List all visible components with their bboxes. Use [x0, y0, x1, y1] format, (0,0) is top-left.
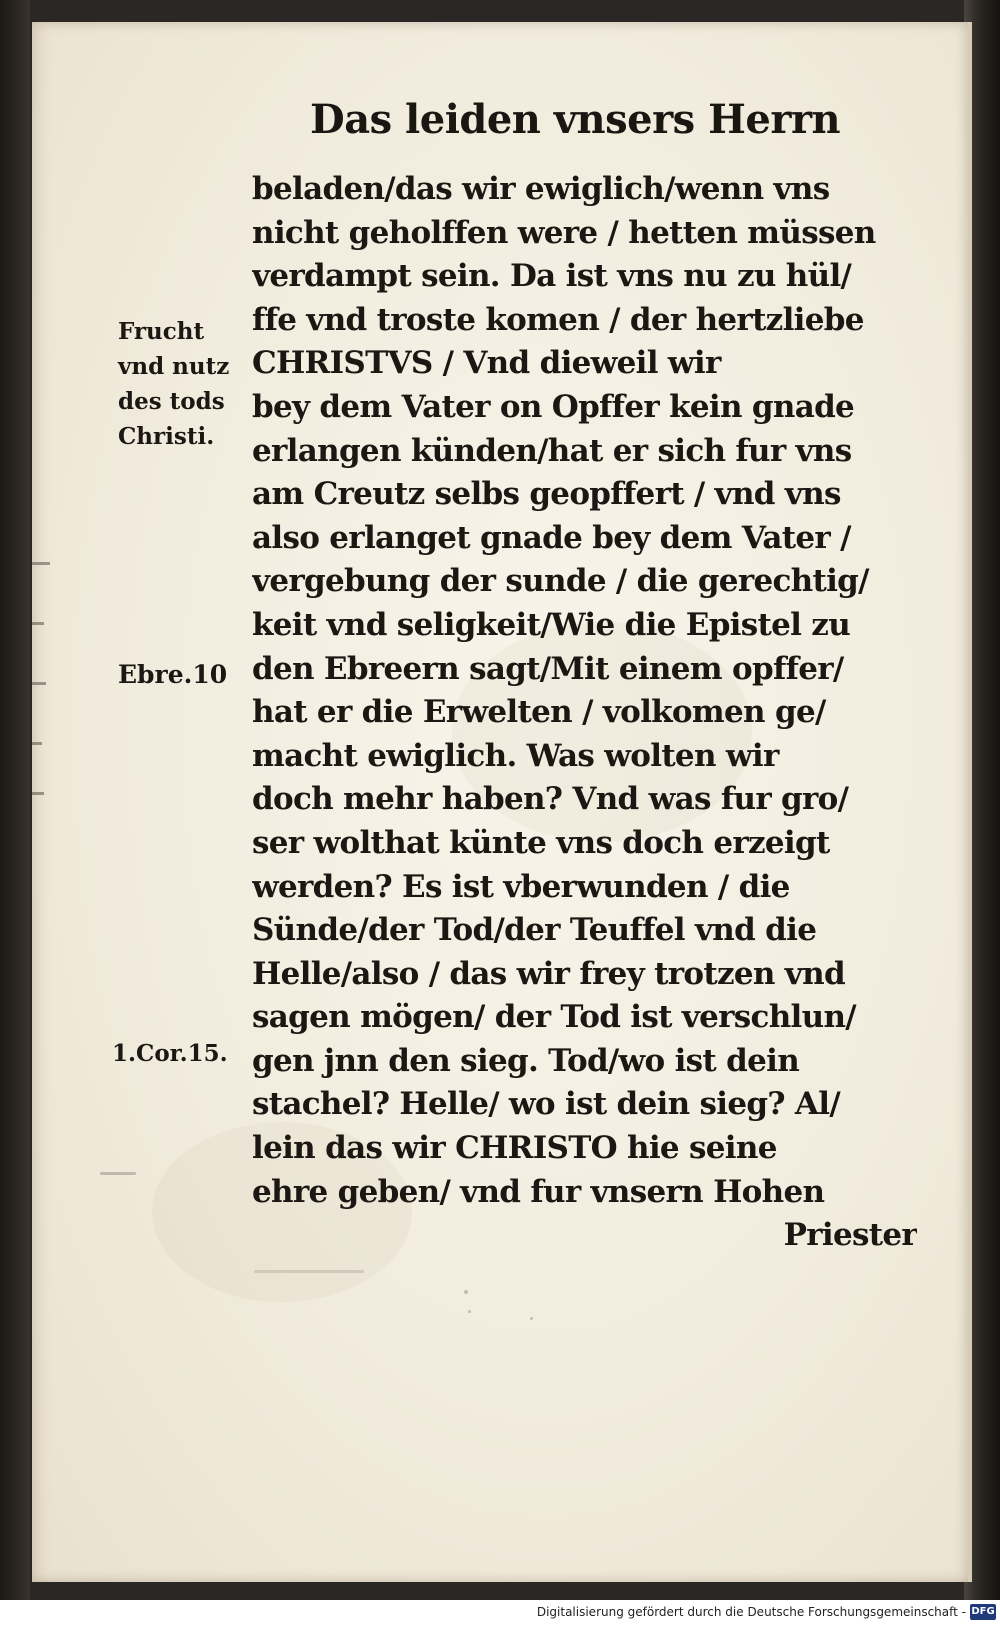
text-line: Sünde/der Tod/der Teuffel vnd die — [252, 912, 817, 949]
text-line: am Creutz selbs geopffert / vnd vns — [252, 476, 841, 513]
text-line: nicht geholffen were / hetten müssen — [252, 214, 876, 251]
margin-note-ebre: Ebre.10 — [118, 660, 228, 689]
ink-smudge — [100, 1172, 136, 1175]
text-line: stachel? Helle/ wo ist dein sieg? Al/ — [252, 1086, 840, 1123]
text-line: doch mehr haben? Vnd was fur gro/ — [252, 781, 849, 818]
ink-smudge — [468, 1310, 471, 1313]
catchword: Priester — [783, 1217, 917, 1254]
text-line: sagen mögen/ der Tod ist verschlun/ — [252, 999, 856, 1036]
text-line: CHRISTVS / Vnd dieweil wir — [252, 345, 721, 382]
text-line: beladen/das wir ewiglich/wenn vns — [252, 171, 830, 207]
margin-note-line: vnd nutz — [118, 353, 230, 380]
dfg-logo: DFG — [970, 1604, 996, 1620]
text-line: hat er die Erwelten / volkomen ge/ — [252, 694, 826, 731]
text-line: erlangen künden/hat er sich fur vns — [252, 432, 852, 469]
text-line: bey dem Vater on Opffer kein gnade — [252, 388, 855, 425]
ink-smudge — [530, 1317, 533, 1320]
text-line: lein das wir CHRISTO hie seine — [252, 1130, 777, 1167]
margin-note-fruit — [118, 314, 229, 454]
text-line: ehre geben/ vnd fur vnsern Hohen — [252, 1173, 825, 1210]
margin-note-line: Christi. — [118, 423, 215, 450]
bleed-through-mark — [32, 682, 46, 685]
text-line: verdampt sein. Da ist vns nu zu hül/ — [252, 258, 852, 295]
bleed-through-mark — [32, 622, 44, 625]
text-line: also erlanget gnade bey dem Vater / — [252, 519, 851, 556]
footer-bar — [0, 1600, 1000, 1627]
bleed-through-mark — [32, 562, 50, 565]
text-line: werden? Es ist vberwunden / die — [252, 868, 790, 905]
text-line: den Ebreern sagt/Mit einem opffer/ — [252, 650, 844, 687]
margin-note-line: Frucht — [118, 318, 205, 345]
text-line: ser wolthat künte vns doch erzeigt — [252, 824, 830, 861]
ink-smudge — [254, 1270, 364, 1273]
bleed-through-mark — [32, 742, 42, 745]
text-line: Helle/also / das wir frey trotzen vnd — [252, 955, 845, 992]
bleed-through-mark — [32, 792, 44, 795]
ink-smudge — [464, 1290, 468, 1294]
text-line: gen jnn den sieg. Tod/wo ist dein — [252, 1042, 800, 1079]
margin-note-line: des tods — [118, 388, 225, 415]
text-line: vergebung der sunde / die gerechtig/ — [252, 563, 869, 600]
body-text — [252, 168, 917, 1258]
funding-credit: Digitalisierung gefördert durch die Deutsche Forschungsgemeinschaft - — [536, 1605, 966, 1619]
text-line: macht ewiglich. Was wolten wir — [252, 737, 779, 774]
margin-note-cor: 1.Cor.15. — [112, 1040, 228, 1067]
text-line: keit vnd seligkeit/Wie die Epistel zu — [252, 606, 851, 643]
running-head: Das leiden vnsers Herrn — [310, 96, 841, 143]
text-line: ffe vnd troste komen / der hertzliebe — [252, 301, 864, 338]
binding-shadow-left — [0, 0, 30, 1600]
